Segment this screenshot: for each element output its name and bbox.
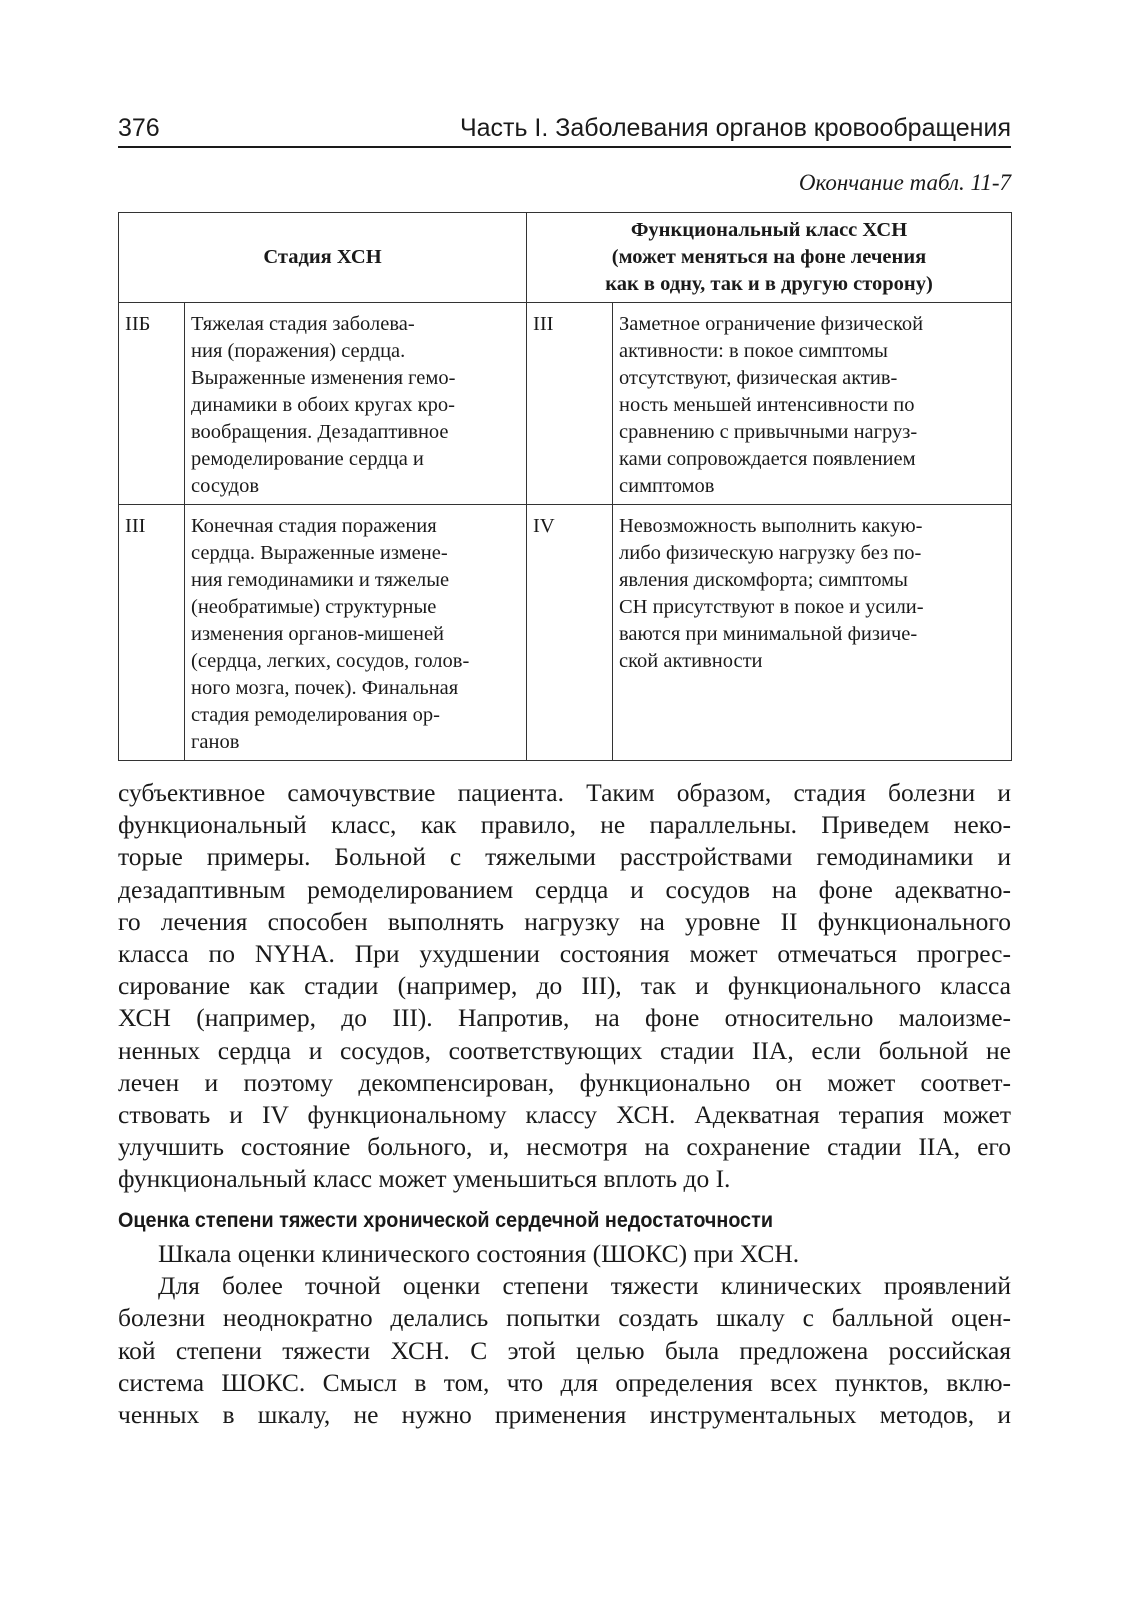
fc-description-cell: Заметное ограничение физической активности: в покое симптомы отсутствуют, физическая актив- ность меньшей интенсивности по сравнению с привычными нагруз- ками сопровождается появлением симптомов [613,303,1012,505]
text-line: лечен и поэтому декомпенсирован, функционально он может соответ- [118,1067,1011,1097]
stage-description-cell: Тяжелая стадия заболева- ния (поражения) сердца. Выраженные изменения гемо- динамики в обоих кругах кро- вообращения. Дезадаптивное ремоделирование сердца и сосудов [185,303,527,505]
hf-stage-table [118,212,1012,761]
text-line: ненных сердца и сосудов, соответствующих стадии IIA, если больной не [118,1035,1011,1065]
table-caption: Окончание табл. 11-7 [798,170,1011,195]
chapter-title: Часть I. Заболевания органов кровообращения [459,114,1011,142]
header-rule [118,146,1011,148]
text-line: ченных в шкалу, не нужно применения инструментальных методов, и [118,1400,1011,1430]
body-paragraph [118,1238,1011,1431]
text-line: улучшить состояние больного, и, несмотря на сохранение стадии IIA, его [118,1132,1011,1162]
header-functional-class: Функциональный класс ХСН (может меняться на фоне лечения как в одну, так и в другую сторону) [527,213,1012,303]
header-stage: Стадия ХСН [119,213,527,303]
table-row [119,303,1012,505]
fc-cell: III [527,303,613,505]
text-line: субъективное самочувствие пациента. Таким образом, стадия болезни и [118,778,1011,807]
running-head [118,106,1011,150]
table-header-row [119,213,1012,303]
body-paragraph [118,777,1011,1196]
stage-cell: IIБ [119,303,185,505]
text-line: ствовать и IV функциональному классу ХСН. Адекватная терапия может [118,1100,1011,1130]
text-line: торые примеры. Больной с тяжелыми расстройствами гемодинамики и [118,842,1011,872]
fc-cell: IV [527,505,613,761]
text-line: кой степени тяжести ХСН. С этой целью была предложена российская [118,1335,1011,1365]
text-line: система ШОКС. Смысл в том, что для определения всех пунктов, вклю- [118,1367,1011,1397]
text-line: Шкала оценки клинического состояния (ШОКС) при ХСН. [158,1239,800,1268]
stage-cell: III [119,505,185,761]
text-line: функциональный класс может уменьшиться вплоть до I. [118,1164,731,1194]
fc-description-cell: Невозможность выполнить какую- либо физическую нагрузку без по- явления дискомфорта; симптомы СН присутствуют в покое и усили- ваются при минимальной физиче- ской активности [613,505,1012,761]
text-line: класса по NYHA. При ухудшении состояния может отмечаться прогрес- [118,939,1011,969]
section-heading: Оценка степени тяжести хронической сердечной недостаточности [118,1208,774,1232]
text-line: ХСН (например, до III). Напротив, на фоне относительно малоизме- [118,1003,1011,1033]
text-line: функциональный класс, как правило, не параллельны. Приведем неко- [118,810,1011,840]
page-number: 376 [118,114,160,142]
table-row [119,505,1012,761]
text-line: го лечения способен выполнять нагрузку на уровне II функционального [118,906,1011,936]
text-line: дезадаптивным ремоделированием сердца и сосудов на фоне адекватно- [118,874,1011,904]
text-line: болезни неоднократно делались попытки создать шкалу с балльной оцен- [118,1303,1011,1333]
stage-description-cell: Конечная стадия поражения сердца. Выраженные измене- ния гемодинамики и тяжелые (необратимые) структурные изменения органов-мишеней (сердца, легких, сосудов, голов- ного мозга, почек). Финальная стадия ремоделирования ор- ганов [185,505,527,761]
text-line: сирование как стадии (например, до III), так и функционального класса [118,971,1011,1001]
text-line: Для более точной оценки степени тяжести клинических проявлений [158,1271,1011,1301]
